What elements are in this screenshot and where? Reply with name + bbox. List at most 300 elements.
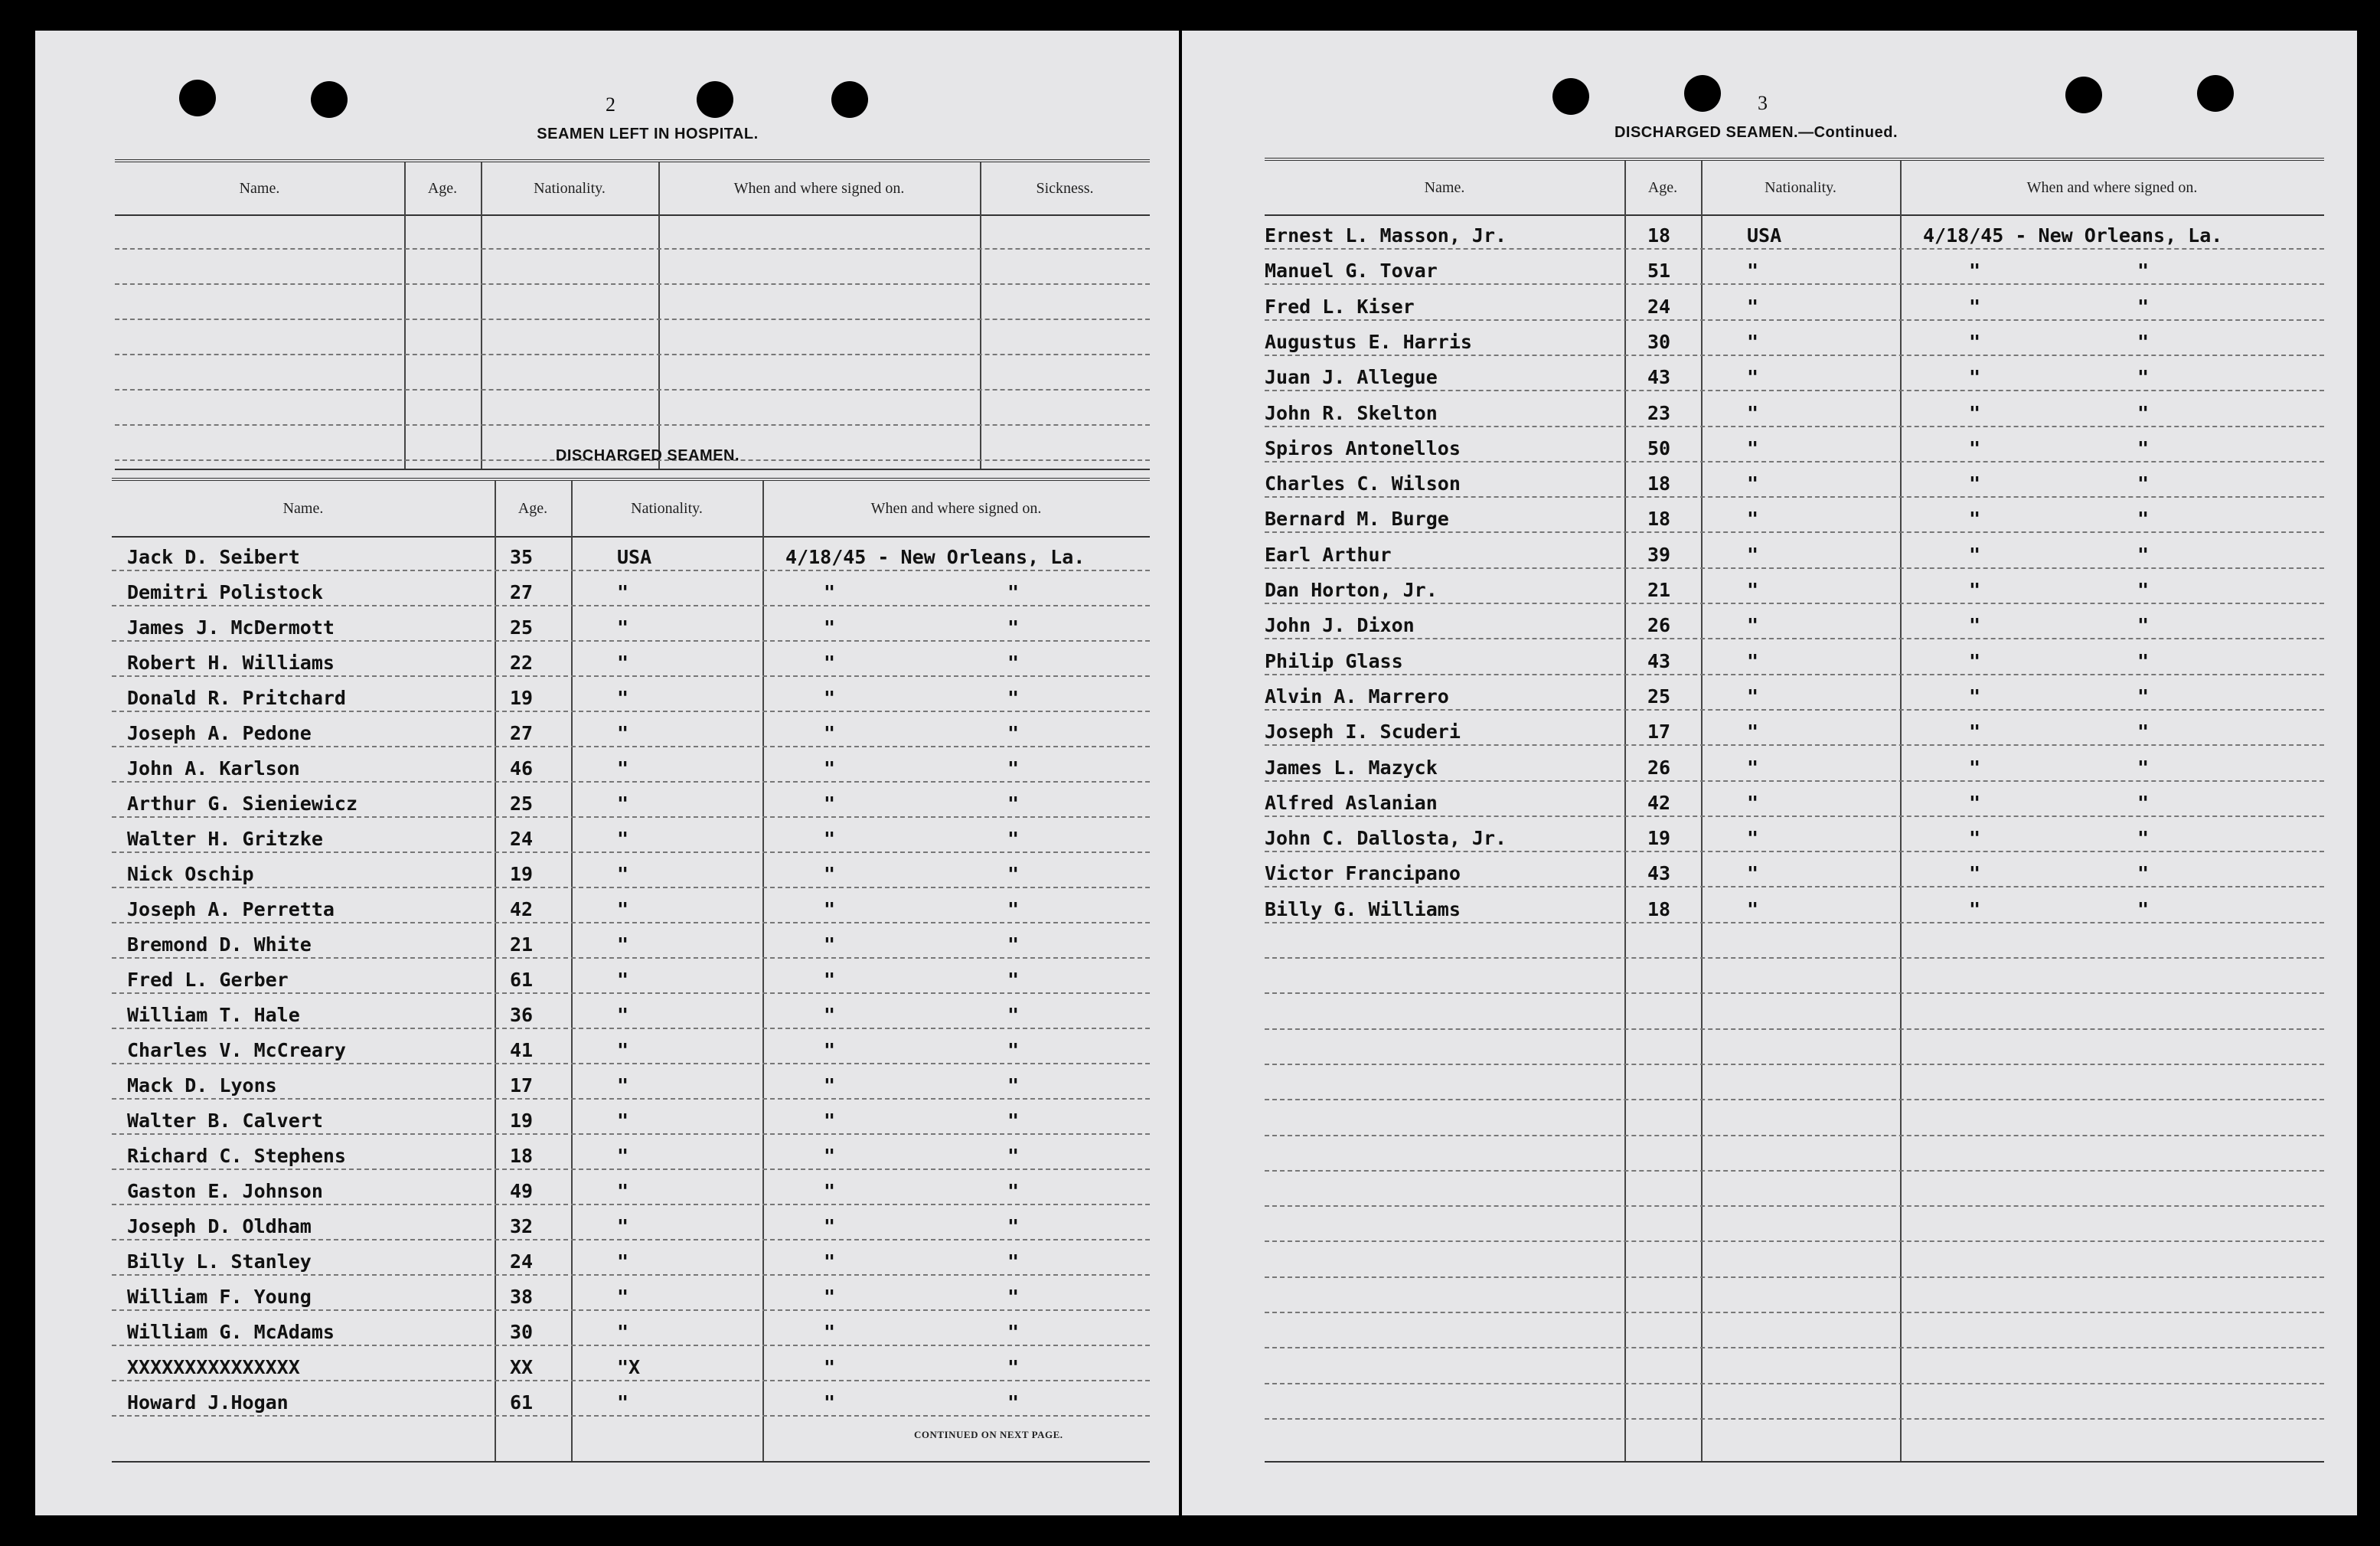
seaman-age: 19 <box>510 863 534 885</box>
blank-row <box>115 250 1150 285</box>
seaman-age: 25 <box>510 793 534 815</box>
seaman-nationality: " <box>617 863 629 885</box>
column-header-nationality: Nationality. <box>534 179 606 197</box>
ditto-mark-place: " <box>2137 331 2150 353</box>
seaman-nationality: " <box>1747 437 1759 459</box>
seaman-age: 61 <box>510 969 534 991</box>
row-rule <box>1265 638 2324 639</box>
row-rule <box>1265 1099 2324 1100</box>
table-row <box>112 1346 1150 1381</box>
ditto-mark-date: " <box>824 1074 836 1097</box>
row-rule <box>1265 886 2324 887</box>
seaman-name: Joseph A. Perretta <box>127 898 335 920</box>
ditto-mark-place: " <box>2137 402 2150 424</box>
ditto-mark-place: " <box>2137 827 2150 849</box>
seaman-age: 50 <box>1647 437 1671 459</box>
ditto-mark-place: " <box>2137 366 2150 388</box>
seaman-name: Bremond D. White <box>127 933 312 956</box>
seaman-age: 25 <box>510 616 534 639</box>
seaman-nationality: " <box>617 1110 629 1132</box>
ditto-mark-place: " <box>1007 1321 1020 1343</box>
ditto-mark-place: " <box>1007 793 1020 815</box>
seaman-age: 30 <box>510 1321 534 1343</box>
seaman-nationality: " <box>1747 260 1759 282</box>
blank-row <box>1265 1030 2324 1065</box>
ditto-mark-date: " <box>824 828 836 850</box>
seaman-name: Arthur G. Sieniewicz <box>127 793 358 815</box>
table-row <box>1265 640 2324 675</box>
seaman-name: Donald R. Pritchard <box>127 687 346 709</box>
blank-row <box>115 320 1150 355</box>
seaman-nationality: " <box>617 687 629 709</box>
ditto-mark-date: " <box>1969 757 1981 779</box>
table-row <box>1265 852 2324 887</box>
seaman-name: Billy G. Williams <box>1265 898 1461 920</box>
ditto-mark-place: " <box>2137 260 2150 282</box>
column-header-name: Name. <box>282 499 324 517</box>
table-row <box>1265 250 2324 285</box>
seaman-name: Dan Horton, Jr. <box>1265 579 1438 601</box>
table-row <box>1265 286 2324 321</box>
seaman-name: John A. Karlson <box>127 757 300 780</box>
blank-row <box>1265 1349 2324 1384</box>
seaman-age: 43 <box>1647 862 1671 884</box>
ditto-mark-place: " <box>1007 616 1020 639</box>
seaman-age: 19 <box>1647 827 1671 849</box>
seaman-name: Victor Francipano <box>1265 862 1461 884</box>
seaman-age: 24 <box>1647 296 1671 318</box>
table-row <box>1265 392 2324 427</box>
seaman-name: Robert H. Williams <box>127 652 335 674</box>
seaman-nationality: " <box>617 1039 629 1061</box>
seaman-age: 17 <box>1647 721 1671 743</box>
seaman-name: Spiros Antonellos <box>1265 437 1461 459</box>
seaman-nationality: " <box>1747 757 1759 779</box>
table-row <box>112 994 1150 1029</box>
ditto-mark-place: " <box>1007 969 1020 991</box>
seaman-name: Bernard M. Burge <box>1265 508 1449 530</box>
table-row <box>1265 675 2324 711</box>
seaman-name: Walter H. Gritzke <box>127 828 323 850</box>
seaman-age: 30 <box>1647 331 1671 353</box>
seaman-nationality: " <box>1747 792 1759 814</box>
seaman-age: 18 <box>1647 898 1671 920</box>
seaman-nationality: " <box>617 898 629 920</box>
ditto-mark-place: " <box>1007 1180 1020 1202</box>
blank-row <box>1265 1101 2324 1136</box>
ditto-mark-date: " <box>824 898 836 920</box>
ditto-mark-date: " <box>1969 296 1981 318</box>
column-header-sickness: Sickness. <box>1036 179 1094 197</box>
ditto-mark-date: " <box>824 616 836 639</box>
table-row <box>1265 498 2324 533</box>
column-header-signed-on: When and where signed on. <box>733 179 905 197</box>
seaman-nationality: " <box>617 933 629 956</box>
row-rule <box>1265 283 2324 285</box>
blank-row <box>1265 959 2324 994</box>
ditto-mark-place: " <box>2137 862 2150 884</box>
signed-on-value: 4/18/45 - New Orleans, La. <box>785 546 1086 568</box>
seaman-name: Augustus E. Harris <box>1265 331 1472 353</box>
seaman-name: Ernest L. Masson, Jr. <box>1265 224 1507 247</box>
table-row <box>112 783 1150 818</box>
blank-row <box>1265 1172 2324 1207</box>
blank-row <box>115 285 1150 320</box>
seaman-name: Philip Glass <box>1265 650 1403 672</box>
ditto-mark-place: " <box>1007 863 1020 885</box>
blank-row <box>1265 1313 2324 1348</box>
ditto-mark-place: " <box>1007 1145 1020 1167</box>
ditto-mark-date: " <box>824 581 836 603</box>
ditto-mark-date: " <box>824 969 836 991</box>
table-row <box>112 1205 1150 1240</box>
seaman-name: Manuel G. Tovar <box>1265 260 1438 282</box>
seaman-age: 39 <box>1647 544 1671 566</box>
seaman-name: Jack D. Seibert <box>127 546 300 568</box>
seaman-nationality: " <box>1747 508 1759 530</box>
blank-row <box>1265 1243 2324 1278</box>
seaman-age: 27 <box>510 581 534 603</box>
table-row <box>112 606 1150 642</box>
hospital-table <box>115 159 1150 470</box>
blank-row <box>115 355 1150 391</box>
ditto-mark-date: " <box>1969 437 1981 459</box>
seaman-age: 42 <box>510 898 534 920</box>
seaman-nationality: " <box>617 1286 629 1308</box>
table-row <box>1265 604 2324 639</box>
seaman-name: Alvin A. Marrero <box>1265 685 1449 708</box>
ditto-mark-date: " <box>824 687 836 709</box>
ditto-mark-place: " <box>1007 757 1020 780</box>
discharged-table-header <box>1265 161 2324 216</box>
blank-row <box>1265 1384 2324 1420</box>
seaman-age: 18 <box>1647 224 1671 247</box>
table-row <box>1265 888 2324 923</box>
table-row <box>112 712 1150 747</box>
column-header-signed-on: When and where signed on. <box>2026 178 2198 196</box>
right-page <box>1182 31 2357 1515</box>
seaman-nationality: " <box>1747 579 1759 601</box>
seaman-nationality: " <box>1747 721 1759 743</box>
continued-note: CONTINUED ON NEXT PAGE. <box>914 1429 1063 1440</box>
ditto-mark-date: " <box>1969 579 1981 601</box>
seaman-name: Joseph D. Oldham <box>127 1215 312 1237</box>
seaman-nationality: " <box>617 1391 629 1414</box>
punch-hole <box>2197 75 2234 112</box>
seaman-nationality: USA <box>617 546 652 568</box>
discharged-table-header <box>112 481 1150 538</box>
seaman-age: 21 <box>510 933 534 956</box>
punch-hole <box>2065 77 2102 113</box>
left-page <box>35 31 1179 1515</box>
ditto-mark-place: " <box>1007 1356 1020 1378</box>
table-row <box>1265 711 2324 746</box>
row-rule <box>1265 1240 2324 1242</box>
seaman-age: 43 <box>1647 650 1671 672</box>
seaman-name: William F. Young <box>127 1286 312 1308</box>
ditto-mark-place: " <box>1007 1110 1020 1132</box>
table-row <box>112 888 1150 923</box>
seaman-nationality: USA <box>1747 224 1782 247</box>
seaman-name: Earl Arthur <box>1265 544 1392 566</box>
seaman-nationality: " <box>617 1250 629 1273</box>
signed-on-value: 4/18/45 - New Orleans, La. <box>1923 224 2223 247</box>
seaman-name: Billy L. Stanley <box>127 1250 312 1273</box>
blank-row <box>1265 1065 2324 1100</box>
blank-row <box>1265 1278 2324 1313</box>
ditto-mark-place: " <box>2137 757 2150 779</box>
seaman-nationality: " <box>1747 827 1759 849</box>
ditto-mark-date: " <box>824 1110 836 1132</box>
seaman-nationality: " <box>617 1180 629 1202</box>
seaman-name: Gaston E. Johnson <box>127 1180 323 1202</box>
punch-hole <box>1552 78 1589 115</box>
seaman-name: Richard C. Stephens <box>127 1145 346 1167</box>
table-row <box>112 1135 1150 1170</box>
table-row <box>112 747 1150 783</box>
table-row <box>1265 747 2324 782</box>
seaman-name: John R. Skelton <box>1265 402 1438 424</box>
seaman-age: 17 <box>510 1074 534 1097</box>
seaman-age: 25 <box>1647 685 1671 708</box>
ditto-mark-date: " <box>824 1145 836 1167</box>
seaman-nationality: " <box>1747 402 1759 424</box>
ditto-mark-place: " <box>2137 296 2150 318</box>
ditto-mark-place: " <box>1007 581 1020 603</box>
seaman-nationality: " <box>617 1004 629 1026</box>
ditto-mark-place: " <box>2137 579 2150 601</box>
column-header-age: Age. <box>517 499 548 517</box>
table-row <box>1265 569 2324 604</box>
seaman-nationality: " <box>617 652 629 674</box>
seaman-nationality: " <box>617 793 629 815</box>
seaman-age: 51 <box>1647 260 1671 282</box>
row-rule <box>1265 992 2324 994</box>
ditto-mark-date: " <box>1969 544 1981 566</box>
seaman-age: XX <box>510 1356 534 1378</box>
column-header-signed-on: When and where signed on. <box>870 499 1042 517</box>
seaman-age: 42 <box>1647 792 1671 814</box>
seaman-nationality: " <box>1747 614 1759 636</box>
seaman-nationality: " <box>1747 862 1759 884</box>
seaman-name: William G. McAdams <box>127 1321 335 1343</box>
ditto-mark-date: " <box>824 1391 836 1414</box>
row-rule <box>112 1415 1150 1417</box>
ditto-mark-place: " <box>1007 933 1020 956</box>
seaman-nationality: " <box>617 616 629 639</box>
table-row <box>112 1100 1150 1135</box>
row-rule <box>1265 744 2324 746</box>
table-row <box>112 1029 1150 1064</box>
ditto-mark-place: " <box>2137 792 2150 814</box>
seaman-age: 26 <box>1647 757 1671 779</box>
seaman-nationality: " <box>1747 898 1759 920</box>
seaman-age: 35 <box>510 546 534 568</box>
blank-row <box>115 391 1150 426</box>
seaman-age: 18 <box>1647 508 1671 530</box>
ditto-mark-date: " <box>824 1004 836 1026</box>
punch-hole <box>697 81 733 118</box>
ditto-mark-place: " <box>1007 1039 1020 1061</box>
ditto-mark-place: " <box>1007 1391 1020 1414</box>
table-row <box>112 853 1150 888</box>
table-row <box>112 1240 1150 1276</box>
seaman-nationality: " <box>1747 296 1759 318</box>
seaman-nationality: " <box>1747 685 1759 708</box>
seaman-age: 19 <box>510 1110 534 1132</box>
table-row <box>1265 321 2324 356</box>
seaman-nationality: " <box>617 1215 629 1237</box>
page-number: 2 <box>606 93 615 116</box>
table-row <box>1265 534 2324 569</box>
blank-row <box>1265 1207 2324 1242</box>
seaman-name: XXXXXXXXXXXXXXX <box>127 1356 300 1378</box>
table-row <box>112 923 1150 959</box>
table-row <box>112 677 1150 712</box>
seaman-name: John J. Dixon <box>1265 614 1415 636</box>
seaman-age: 27 <box>510 722 534 744</box>
seaman-age: 24 <box>510 828 534 850</box>
column-header-age: Age. <box>1647 178 1678 196</box>
hospital-table-header <box>115 162 1150 216</box>
seaman-age: 36 <box>510 1004 534 1026</box>
seaman-age: 46 <box>510 757 534 780</box>
seaman-age: 22 <box>510 652 534 674</box>
blank-row <box>1265 1136 2324 1172</box>
column-header-nationality: Nationality. <box>631 499 703 517</box>
table-row <box>112 642 1150 677</box>
hospital-section-title: SEAMEN LEFT IN HOSPITAL. <box>537 126 759 142</box>
column-header-nationality: Nationality. <box>1765 178 1836 196</box>
ditto-mark-date: " <box>1969 614 1981 636</box>
seaman-name: Mack D. Lyons <box>127 1074 277 1097</box>
ditto-mark-date: " <box>824 722 836 744</box>
ditto-mark-date: " <box>1969 508 1981 530</box>
ditto-mark-place: " <box>2137 685 2150 708</box>
ditto-mark-place: " <box>1007 828 1020 850</box>
seaman-age: 41 <box>510 1039 534 1061</box>
blank-row <box>1265 995 2324 1030</box>
ditto-mark-date: " <box>824 863 836 885</box>
table-row <box>1265 462 2324 498</box>
column-header-name: Name. <box>239 179 280 197</box>
ditto-mark-place: " <box>2137 898 2150 920</box>
seaman-nationality: " <box>1747 472 1759 495</box>
seaman-name: Demitri Polistock <box>127 581 323 603</box>
table-row <box>112 536 1150 571</box>
punch-hole <box>1684 75 1721 112</box>
seaman-name: Charles C. Wilson <box>1265 472 1461 495</box>
seaman-age: 19 <box>510 687 534 709</box>
ditto-mark-date: " <box>1969 685 1981 708</box>
seaman-nationality: " <box>1747 544 1759 566</box>
table-row <box>112 1381 1150 1417</box>
seaman-age: 18 <box>510 1145 534 1167</box>
punch-hole <box>311 81 348 118</box>
column-header-name: Name. <box>1424 178 1465 196</box>
ditto-mark-date: " <box>824 1215 836 1237</box>
ditto-mark-date: " <box>824 933 836 956</box>
seaman-name: Charles V. McCreary <box>127 1039 346 1061</box>
seaman-nationality: " <box>617 722 629 744</box>
table-row <box>1265 356 2324 391</box>
seaman-age: 49 <box>510 1180 534 1202</box>
seaman-nationality: " <box>617 757 629 780</box>
table-row <box>112 571 1150 606</box>
ditto-mark-place: " <box>1007 898 1020 920</box>
blank-row <box>1265 923 2324 959</box>
ditto-mark-date: " <box>824 1356 836 1378</box>
ditto-mark-date: " <box>824 793 836 815</box>
discharged-continued-title: DISCHARGED SEAMEN.—Continued. <box>1614 124 1898 141</box>
table-row <box>112 818 1150 853</box>
discharged-table-left <box>112 478 1150 1463</box>
ditto-mark-date: " <box>1969 260 1981 282</box>
table-row <box>1265 782 2324 817</box>
discharged-table-right <box>1265 158 2324 1463</box>
seaman-name: Joseph I. Scuderi <box>1265 721 1461 743</box>
table-row <box>1265 817 2324 852</box>
ditto-mark-place: " <box>2137 544 2150 566</box>
seaman-name: Joseph A. Pedone <box>127 722 312 744</box>
row-rule <box>1265 531 2324 533</box>
ditto-mark-date: " <box>1969 898 1981 920</box>
ditto-mark-date: " <box>1969 792 1981 814</box>
row-rule <box>1265 390 2324 391</box>
punch-hole <box>831 81 868 118</box>
column-header-age: Age. <box>427 179 458 197</box>
ditto-mark-date: " <box>824 1250 836 1273</box>
seaman-name: John C. Dallosta, Jr. <box>1265 827 1507 849</box>
ditto-mark-date: " <box>1969 366 1981 388</box>
ditto-mark-place: " <box>1007 1286 1020 1308</box>
seaman-age: 18 <box>1647 472 1671 495</box>
table-row <box>112 959 1150 994</box>
ditto-mark-place: " <box>1007 652 1020 674</box>
ditto-mark-place: " <box>1007 1250 1020 1273</box>
seaman-name: James L. Mazyck <box>1265 757 1438 779</box>
ditto-mark-place: " <box>2137 508 2150 530</box>
seaman-age: 26 <box>1647 614 1671 636</box>
seaman-name: Nick Oschip <box>127 863 254 885</box>
ditto-mark-date: " <box>824 1039 836 1061</box>
table-row <box>112 1276 1150 1311</box>
ditto-mark-date: " <box>1969 402 1981 424</box>
seaman-name: Alfred Aslanian <box>1265 792 1438 814</box>
ditto-mark-date: " <box>824 1180 836 1202</box>
seaman-name: Fred L. Gerber <box>127 969 289 991</box>
seaman-nationality: " <box>617 1321 629 1343</box>
seaman-name: William T. Hale <box>127 1004 300 1026</box>
seaman-name: Fred L. Kiser <box>1265 296 1415 318</box>
ditto-mark-place: " <box>1007 1215 1020 1237</box>
ditto-mark-date: " <box>824 757 836 780</box>
seaman-nationality: " <box>617 828 629 850</box>
seaman-nationality: " <box>617 1145 629 1167</box>
seaman-age: 43 <box>1647 366 1671 388</box>
seaman-nationality: " <box>617 1074 629 1097</box>
seaman-nationality: "X <box>617 1356 641 1378</box>
seaman-age: 61 <box>510 1391 534 1414</box>
ditto-mark-place: " <box>1007 1074 1020 1097</box>
ditto-mark-place: " <box>1007 687 1020 709</box>
table-row <box>1265 214 2324 250</box>
seaman-nationality: " <box>1747 331 1759 353</box>
ditto-mark-date: " <box>1969 472 1981 495</box>
blank-row <box>115 214 1150 250</box>
table-row <box>112 1311 1150 1346</box>
seaman-nationality: " <box>1747 366 1759 388</box>
